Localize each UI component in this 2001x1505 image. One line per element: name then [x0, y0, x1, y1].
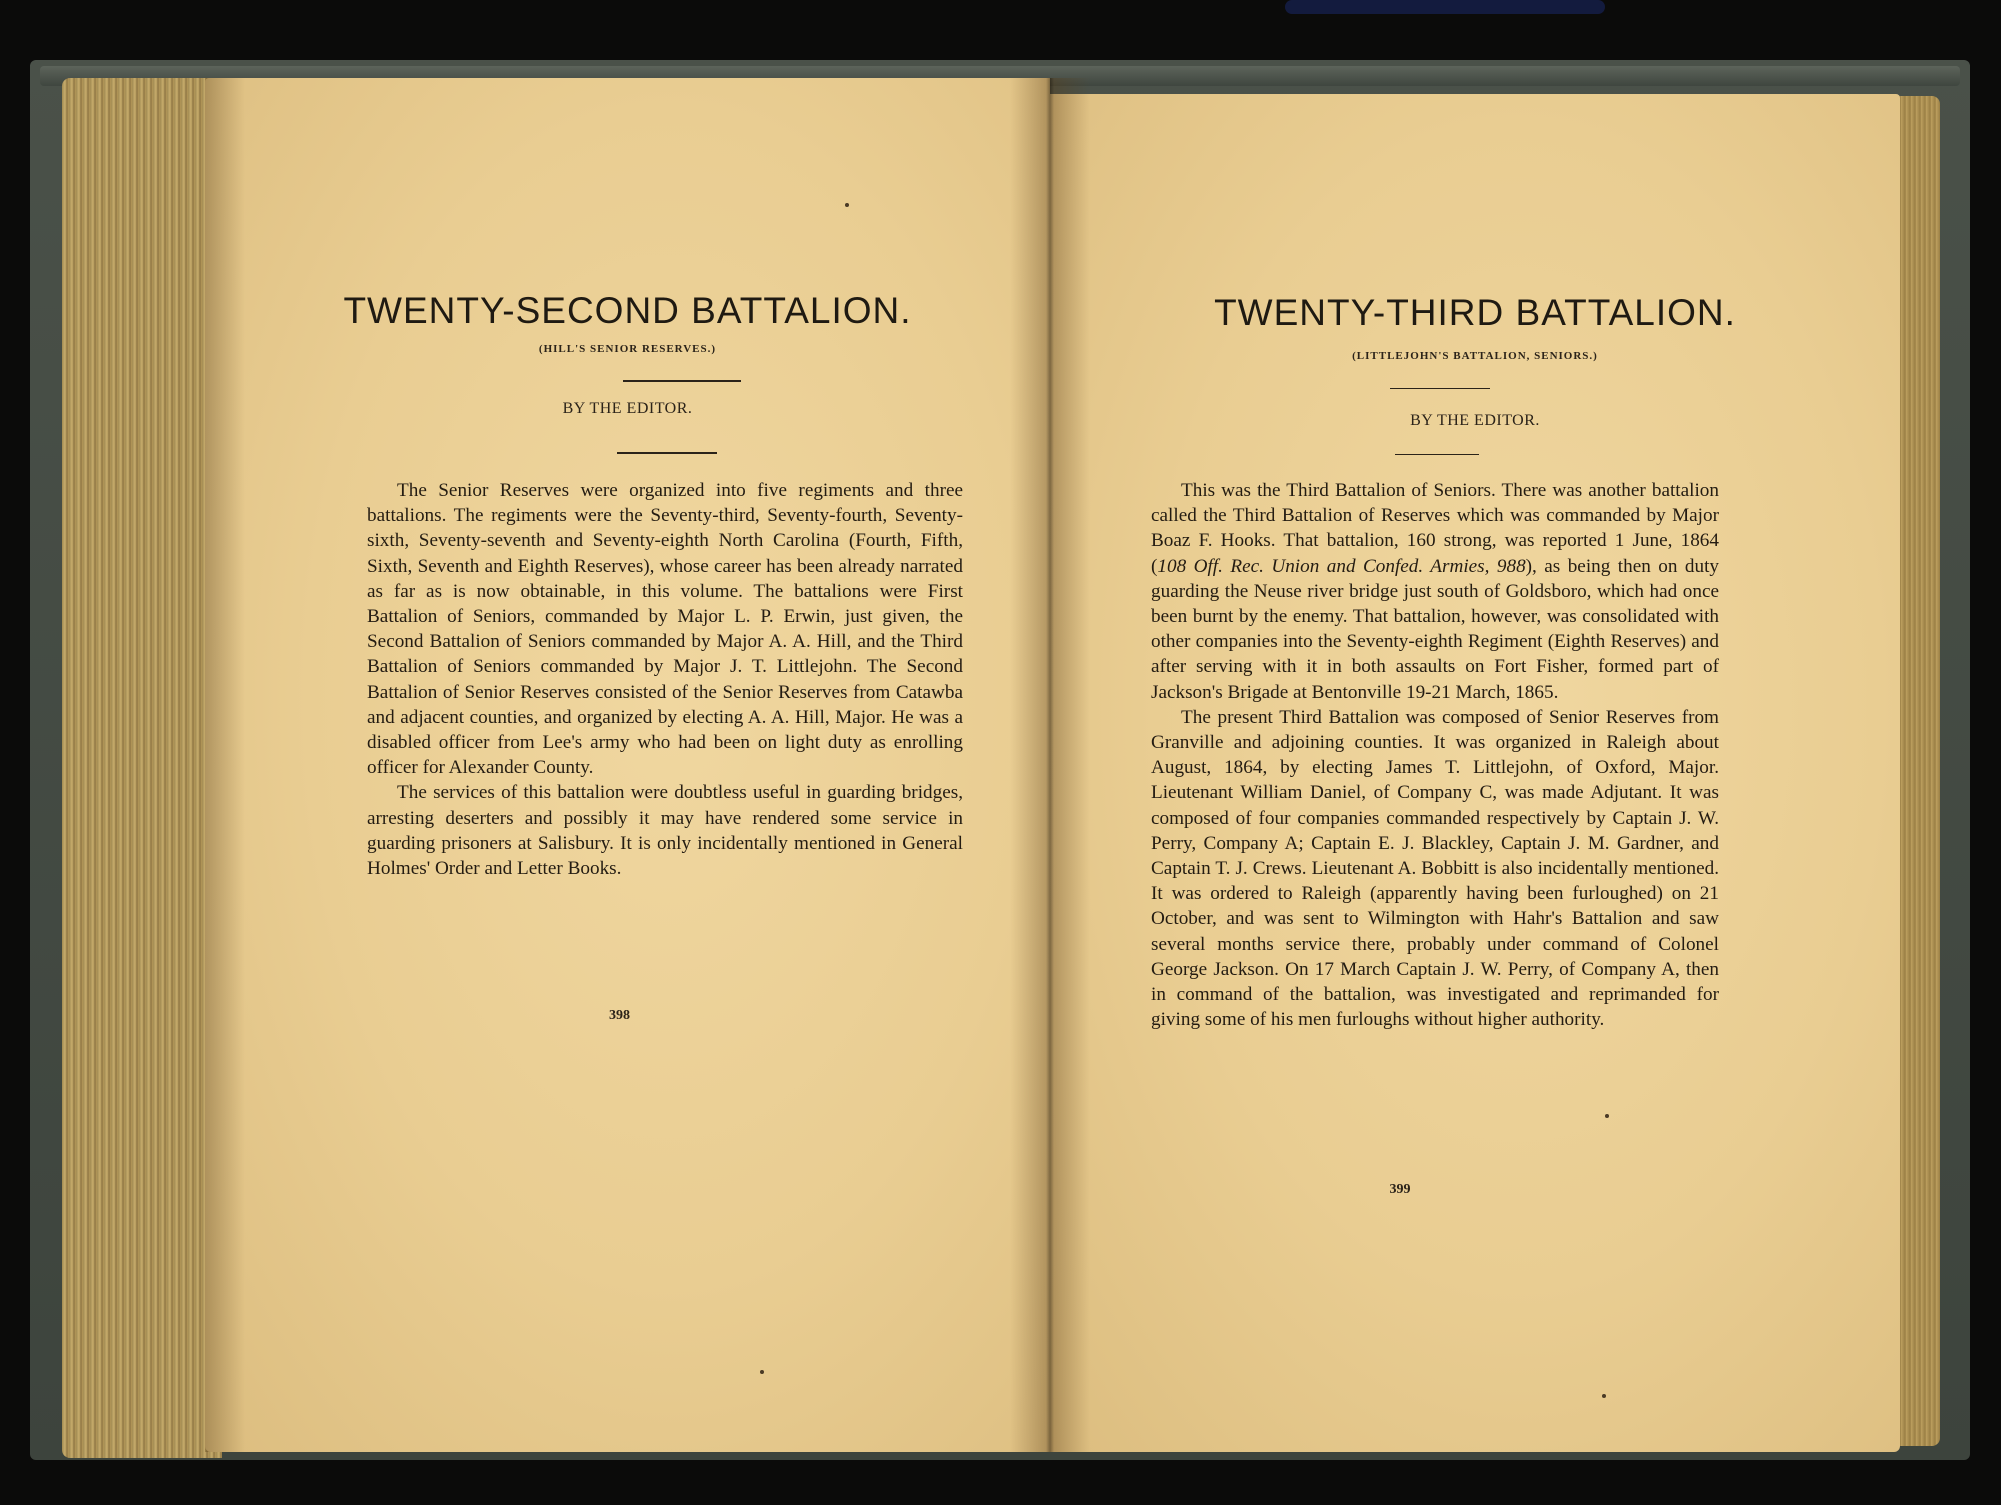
divider-rule — [623, 380, 741, 382]
paper-speck — [1602, 1394, 1606, 1398]
watermark-stamp — [1285, 0, 1605, 14]
paragraph: The Senior Reserves were organized into five regiments and three battalions. The regiments were the Seventy-third, Seventy-fourth, Seventy-sixth, Seventy-seventh and Seventy-eighth North Carolina (Fourth, Fifth, Sixth, Seventh and Eighth Reserves), whose career has been already narrated as far as is now obtainable, in this volume. The battalions were First Battalion of Seniors, commanded by Major L. P. Erwin, just given, the Second Battalion of Seniors commanded by Major A. A. Hill, and the Third Battalion of Seniors commanded by Major J. T. Littlejohn. The Second Battalion of Senior Reserves consisted of the Senior Reserves from Catawba and adjacent counties, and organized by electing A. A. Hill, Major. He was a disabled officer from Lee's army who had been on light duty as enrolling officer for Alexander County. — [367, 480, 963, 779]
paragraph: The present Third Battalion was composed of Senior Reserves from Granville and adjoining counties. It was organized in Raleigh about August, 1864, by electing James T. Littlejohn, of Oxford, Major. Lieutenant William Daniel, of Company C, was made Adjutant. It was composed of four companies commanded respectively by Captain J. W. Perry, Company A; Captain E. J. Blackley, Captain J. M. Gardner, and Captain T. J. Crews. Lieutenant A. Bobbitt is also incidentally mentioned. It was ordered to Raleigh (apparently having been furloughed) on 21 October, and was sent to Wilmington with Hahr's Battalion and saw several months service there, probably under command of Colonel George Jackson. On 17 March Captain J. W. Perry, of Company A, then in command of the battalion, was investigated and reprimanded for giving some of his men furloughs without higher authority. — [1151, 706, 1719, 1031]
divider-rule — [1395, 454, 1479, 455]
paper-speck — [760, 1370, 764, 1374]
left-page — [205, 78, 1050, 1452]
body-text — [367, 478, 963, 881]
paragraph: This was the Third Battalion of Seniors. There was another battalion called the Third Battalion of Reserves which was commanded by Major Boaz F. Hooks. That battalion, 160 strong, was reported 1 June, 1864 (108 Off. Rec. Union and Confed. Armies, 988), as being then on duty guarding the Neuse river bridge just south of Goldsboro, which had once been burnt by the enemy. That battalion, however, was consolidated with other companies into the Seventy-eighth Regiment (Eighth Reserves) and after serving with it in both assaults on Fort Fisher, formed part of Jackson's Brigade at Bentonville 19-21 March, 1865. — [1151, 480, 1719, 703]
divider-rule — [617, 452, 717, 454]
chapter-title: TWENTY-THIRD BATTALION. — [1214, 292, 1736, 333]
paper-speck — [1605, 1114, 1609, 1118]
page-number: 398 — [609, 1008, 630, 1023]
citation: 108 Off. Rec. Union and Confed. Armies, 988 — [1157, 555, 1526, 577]
chapter-subtitle: (HILL'S SENIOR RESERVES.) — [538, 343, 717, 355]
divider-rule — [1390, 388, 1490, 389]
page-stack-left — [62, 78, 222, 1458]
byline: BY THE EDITOR. — [562, 400, 693, 417]
paragraph: The services of this battalion were doubtless useful in guarding bridges, arresting deserters and possibly it may have rendered some service in guarding prisoners at Salisbury. It is only incidentally mentioned in General Holmes' Order and Letter Books. — [367, 782, 963, 880]
byline: BY THE EDITOR. — [1410, 412, 1540, 429]
body-text — [1151, 478, 1719, 1032]
chapter-subtitle: (LITTLEJOHN'S BATTALION, SENIORS.) — [1352, 350, 1598, 362]
right-page — [1050, 94, 1900, 1452]
chapter-title: TWENTY-SECOND BATTALION. — [343, 290, 912, 331]
page-number: 399 — [1389, 1182, 1411, 1197]
paper-speck — [845, 203, 849, 207]
